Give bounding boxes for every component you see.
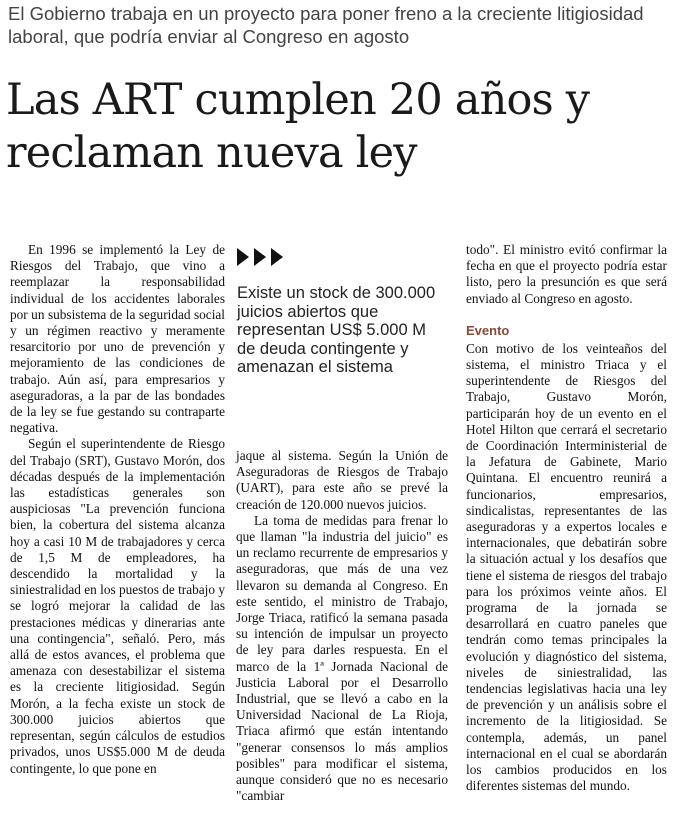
arrow-icon [254, 248, 266, 266]
arrows-icon [237, 248, 447, 266]
pull-quote [237, 248, 447, 377]
article-column-2 [236, 448, 448, 804]
article-column-1 [10, 242, 225, 777]
section-subhead: Evento [466, 322, 510, 338]
paragraph: Según el superintendente de Riesgo del Trabajo (SRT), Gustavo Morón, dos décadas después de la implementación las estadísticas generales son auspiciosas "La prevención funciona bien, la cobertura del sistema alcanza hoy a casi 10 M de trabajadores y cerca de 1,5 M de empleadores, ha descendido la mortalidad y la siniestralidad en los puestos de trabajo y se logró mejorar la calidad de las prestaciones médicas y dinerarias ante una contingencia", señaló. Pero, más allá de estos avances, el problema que amenaza con desestabilizar el sistema es la creciente litigiosidad. Según Morón, a la fecha existe un stock de 300.000 juicios abiertos que representan, según cálculos de estudios privados, unos US$5.000 M de deuda contingente, lo que pone en [10, 436, 225, 776]
headline: Las ART cumplen 20 años y reclaman nueva ley [6, 75, 590, 178]
paragraph: todo". El ministro evitó confirmar la fecha en que el proyecto podría estar listo, pero la presunción es que será enviado al Congreso en agosto. [466, 242, 667, 306]
article-column-3 [466, 242, 667, 795]
kicker-subtitle: El Gobierno trabaja en un proyecto para poner freno a la creciente litigiosidad laboral, que podría enviar al Congreso en agosto [8, 3, 644, 47]
pull-quote-text: Existe un stock de 300.000 juicios abiertos que representan US$ 5.000 M de deuda contingente y amenazan el sistema [237, 284, 436, 376]
paragraph: jaque al sistema. Según la Unión de Aseguradoras de Riesgos de Trabajo (UART), para este año se prevé la creación de 120.000 nuevos juicios. [236, 448, 448, 512]
paragraph: En 1996 se implementó la Ley de Riesgos del Trabajo, que vino a reemplazar la responsabilidad individual de los accidentes laborales por un subsistema de la seguridad social y un régimen reactivo y meramente resarcitorio por uno de prevención y mejoramiento de las condiciones de trabajo. Aún así, para empresarios y aseguradoras, a la par de las bondades de la ley se fue gestando su contraparte negativa. [10, 242, 225, 436]
arrow-icon [237, 248, 249, 266]
paragraph: Con motivo de los veinteaños del sistema, el ministro Triaca y el superintendente de Riesgos del Trabajo, Gustavo Morón, participarán hoy de un evento en el Hotel Hilton que cerrará el secretario de Coordinación Interministerial de la Jefatura de Gabinete, Mario Quintana. El encuentro reunirá a funcionarios, empresarios, sindicalistas, representantes de las aseguradoras y a expertos locales e internacionales, que debatirán sobre la situación actual y los desafíos que tiene el sistema de riesgos del trabajo para los próximos veinte años. El programa de la jornada se desarrollará en cuatro paneles que tendrán como temas principales la evolución y diagnóstico del sistema, niveles de siniestralidad, las tendencias legislativas hacia una ley de prevención y un análisis sobre el incremento de la litigiosidad. Se contempla, además, un panel internacional en el cual se abordarán los cambios producidos en los diferentes sistemas del mundo. [466, 340, 667, 794]
paragraph: La toma de medidas para frenar lo que llaman "la industria del juicio" es un reclamo recurrente de empresarios y aseguradoras, que más de una vez llevaron su demanda al Congreso. En este sentido, el ministro de Trabajo, Jorge Triaca, ratificó la semana pasada su intención de impulsar un proyecto de ley para darles respuesta. En el marco de la 1ª Jornada Nacional de Justicia Laboral por el Desarrollo Industrial, que se llevó a cabo en la Universidad Nacional de La Rioja, Triaca afirmó que están intentando "generar consensos lo más amplios posibles" para modificar el sistema, aunque consideró que no es necesario "cambiar [236, 512, 448, 804]
arrow-icon [271, 248, 283, 266]
